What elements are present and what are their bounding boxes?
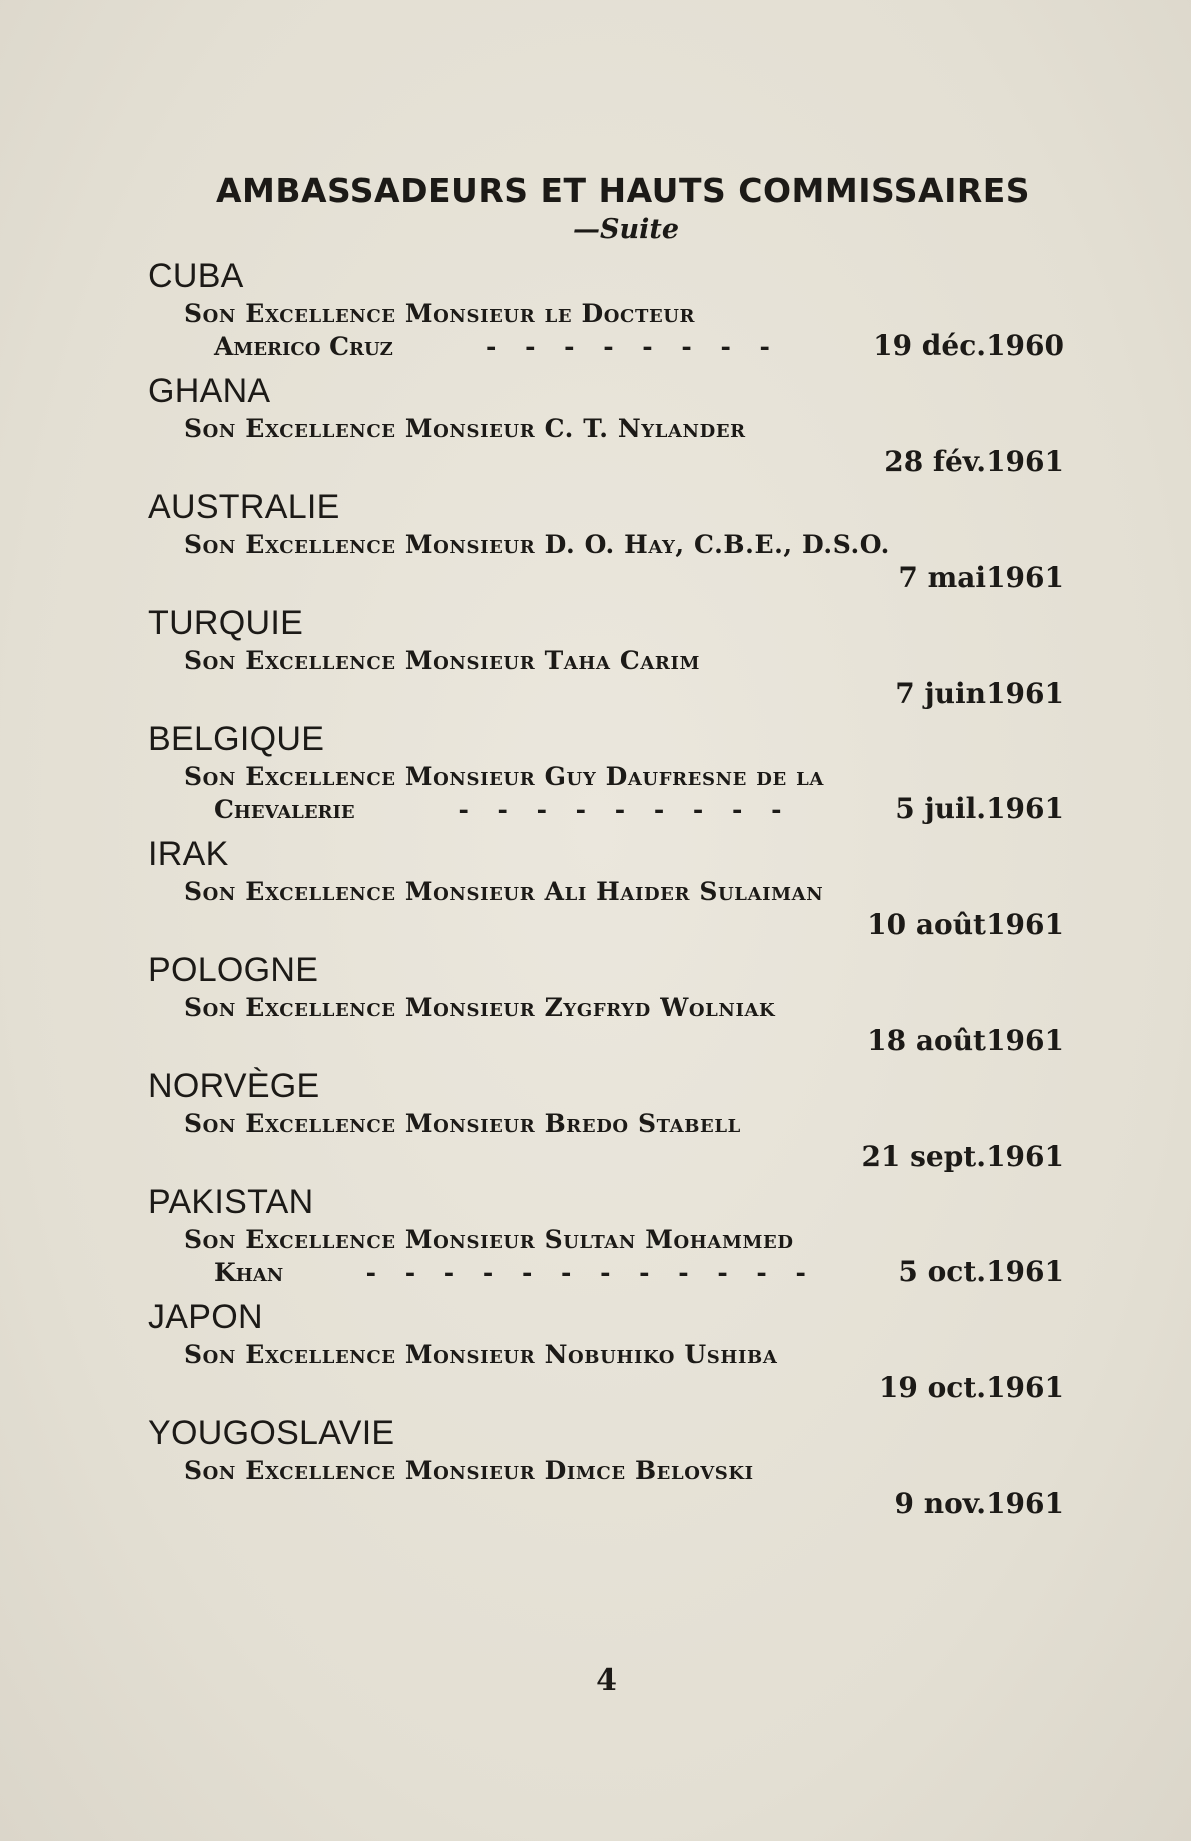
list-item <box>148 1295 1064 1405</box>
ambassador-title: Son Excellence Monsieur Sultan Mohammed <box>184 1225 794 1254</box>
country-name: BELGIQUE <box>148 720 325 758</box>
appointment-date <box>895 793 1064 825</box>
date-day-month: 5 oct. <box>898 1255 986 1288</box>
date-day-month: 9 nov. <box>894 1487 986 1520</box>
date-year: 1961 <box>986 1371 1064 1404</box>
date-day-month: 21 sept. <box>861 1140 986 1173</box>
entry-list <box>148 254 1064 1521</box>
date-year: 1961 <box>986 1140 1064 1173</box>
appointment-date <box>873 330 1064 362</box>
date-day-month: 18 août <box>867 1024 986 1057</box>
date-day-month: 7 mai <box>898 561 986 594</box>
date-day-month: 10 août <box>867 908 986 941</box>
name-continuation: Americo Cruz <box>214 332 393 361</box>
page-number: 4 <box>596 1663 617 1698</box>
ambassador-name-continued <box>148 330 1064 363</box>
appointment-date <box>148 561 1064 595</box>
list-item <box>148 717 1064 826</box>
ambassador-title: Son Excellence Monsieur Bredo Stabell <box>184 1109 741 1138</box>
country-name: PAKISTAN <box>148 1183 314 1221</box>
date-year: 1961 <box>986 561 1064 594</box>
list-item <box>148 832 1064 942</box>
date-day-month: 28 fév. <box>884 445 986 478</box>
date-year: 1961 <box>986 677 1064 710</box>
list-item <box>148 601 1064 711</box>
date-year: 1961 <box>986 908 1064 941</box>
country-name: TURQUIE <box>148 604 304 642</box>
name-continuation: Chevalerie <box>214 795 355 824</box>
date-year: 1961 <box>986 1024 1064 1057</box>
date-day-month: 19 déc. <box>873 329 986 362</box>
ambassador-title: Son Excellence Monsieur C. T. Nylander <box>184 414 746 443</box>
name-continuation: Khan <box>214 1258 284 1287</box>
appointment-date <box>148 677 1064 711</box>
page-title: AMBASSADEURS ET HAUTS COMMISSAIRES <box>215 171 1031 210</box>
country-name: NORVÈGE <box>148 1067 320 1105</box>
appointment-date <box>898 1256 1064 1288</box>
country-name: IRAK <box>148 835 229 873</box>
country-name: GHANA <box>148 372 271 410</box>
appointment-date <box>148 908 1064 942</box>
country-name: POLOGNE <box>148 951 319 989</box>
dot-leader: - - - - - - - - - - - - <box>365 1258 816 1287</box>
ambassador-title: Son Excellence Monsieur D. O. Hay, C.B.E., D.S.O. <box>184 530 890 559</box>
list-item <box>148 254 1064 363</box>
appointment-date <box>148 1024 1064 1058</box>
country-name: AUSTRALIE <box>148 488 340 526</box>
ambassador-title: Son Excellence Monsieur Zygfryd Wolniak <box>184 993 776 1022</box>
page-subtitle: —Suite <box>572 214 680 245</box>
dot-leader: - - - - - - - - - <box>458 795 792 824</box>
ambassador-title: Son Excellence Monsieur Nobuhiko Ushiba <box>184 1340 778 1369</box>
country-name: CUBA <box>148 257 244 295</box>
date-day-month: 5 juil. <box>895 792 986 825</box>
country-name: YOUGOSLAVIE <box>148 1414 395 1452</box>
date-year: 1961 <box>986 1255 1064 1288</box>
ambassador-name-continued <box>148 1256 1064 1289</box>
ambassador-title: Son Excellence Monsieur Dimce Belovski <box>184 1456 754 1485</box>
ambassador-title: Son Excellence Monsieur Ali Haider Sulaiman <box>184 877 824 906</box>
ambassador-name-continued <box>148 793 1064 826</box>
list-item <box>148 369 1064 479</box>
appointment-date <box>148 1140 1064 1174</box>
appointment-date <box>148 445 1064 479</box>
list-item <box>148 1064 1064 1174</box>
date-year: 1961 <box>986 1487 1064 1520</box>
appointment-date <box>148 1487 1064 1521</box>
document-content <box>148 170 1064 1521</box>
date-year: 1960 <box>986 329 1064 362</box>
dot-leader: - - - - - - - - <box>485 332 780 361</box>
date-day-month: 7 juin <box>895 677 986 710</box>
list-item <box>148 1411 1064 1521</box>
ambassador-title: Son Excellence Monsieur le Docteur <box>184 299 696 328</box>
list-item <box>148 485 1064 595</box>
country-name: JAPON <box>148 1298 263 1336</box>
date-day-month: 19 oct. <box>878 1371 986 1404</box>
list-item <box>148 1180 1064 1289</box>
appointment-date <box>148 1371 1064 1405</box>
date-year: 1961 <box>986 792 1064 825</box>
ambassador-title: Son Excellence Monsieur Guy Daufresne de la <box>184 762 824 791</box>
ambassador-title: Son Excellence Monsieur Taha Carim <box>184 646 700 675</box>
list-item <box>148 948 1064 1058</box>
date-year: 1961 <box>986 445 1064 478</box>
